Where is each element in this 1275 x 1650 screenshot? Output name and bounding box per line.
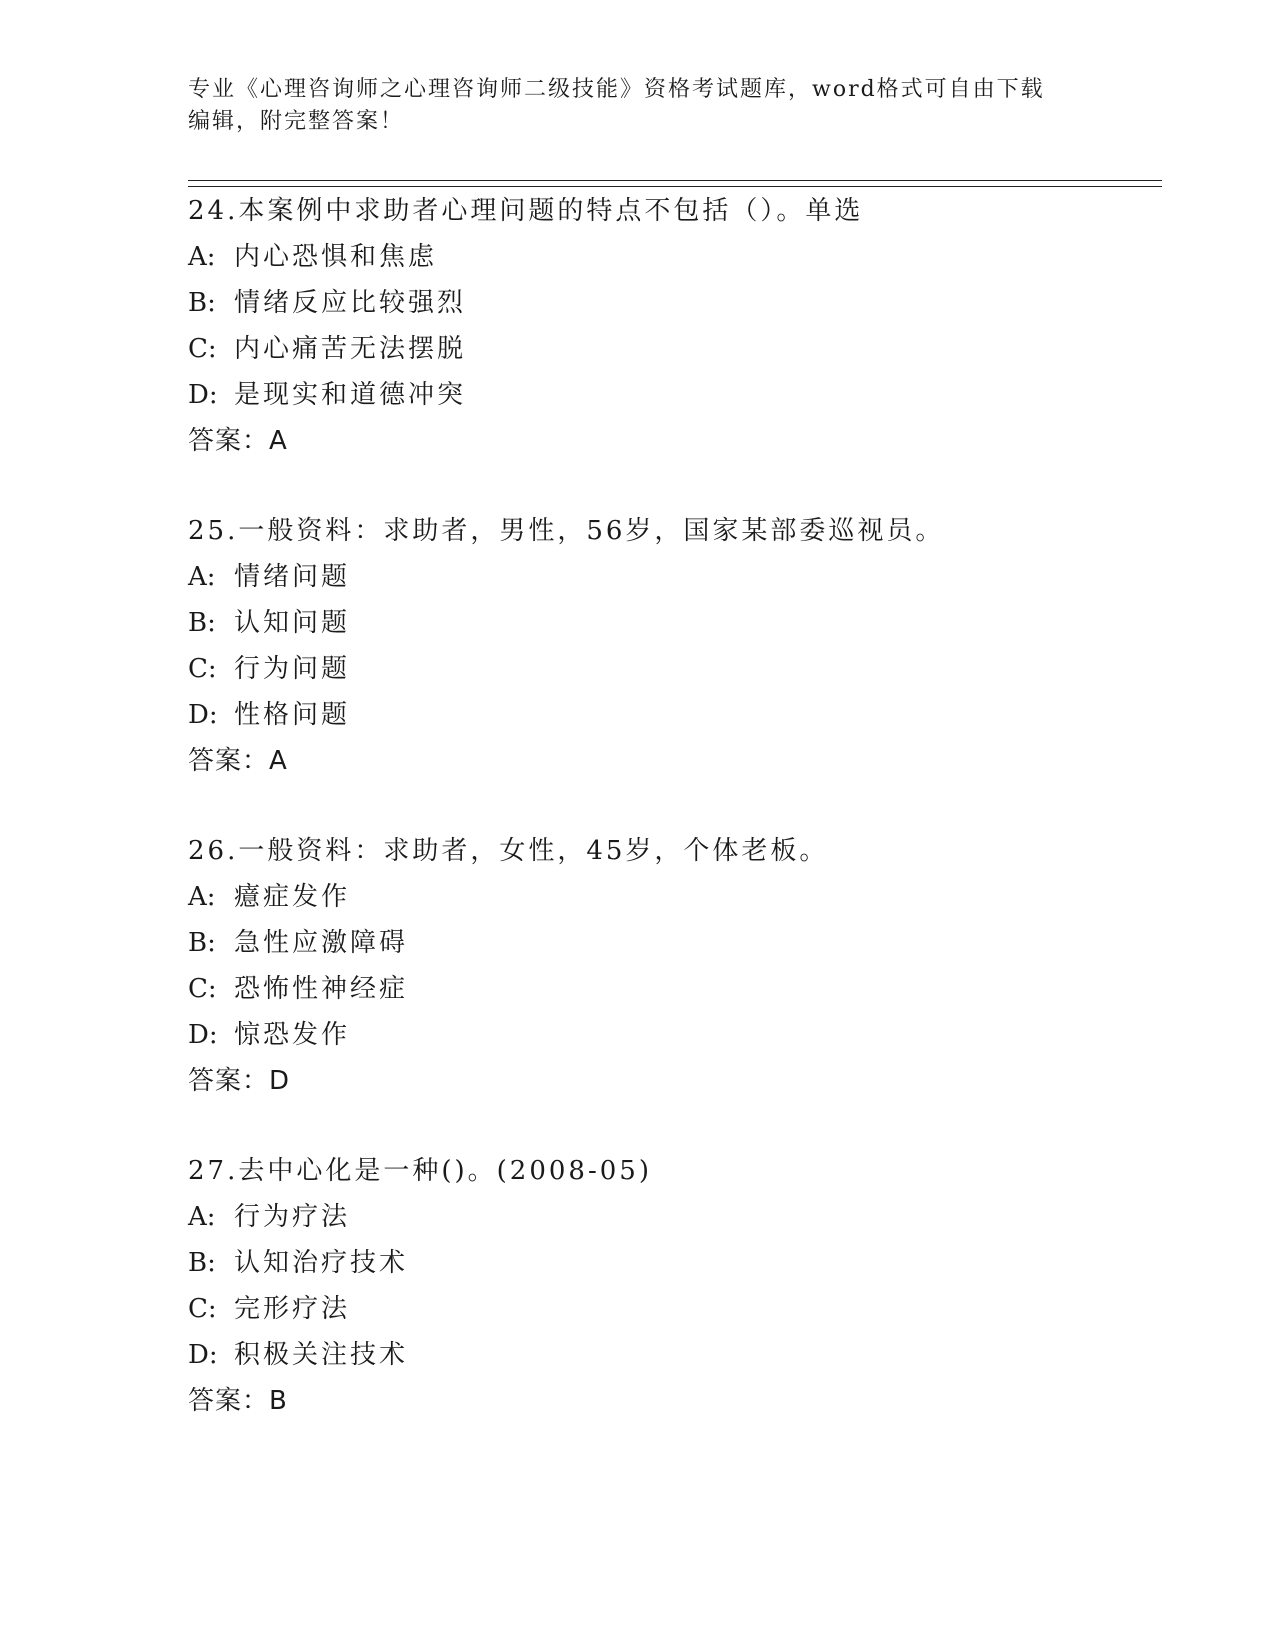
- question-26: [188, 828, 1148, 1104]
- option-letter: B:: [188, 928, 216, 958]
- option-text: 认知问题: [234, 608, 351, 638]
- document-header: [188, 74, 1088, 138]
- option-text: 惊恐发作: [234, 1020, 351, 1050]
- option-letter: A:: [188, 882, 216, 912]
- option-text: 癔症发作: [234, 882, 351, 912]
- question-list: [188, 188, 1148, 1424]
- option-letter: A:: [188, 1202, 216, 1232]
- option-d: [188, 372, 1148, 418]
- option-letter: B:: [188, 1248, 216, 1278]
- option-letter: A:: [188, 562, 216, 592]
- option-c: [188, 1286, 1148, 1332]
- option-text: 急性应激障碍: [234, 928, 409, 958]
- option-letter: D:: [188, 380, 218, 410]
- question-25: [188, 508, 1148, 784]
- option-b: [188, 920, 1148, 966]
- header-divider-bottom: [188, 186, 1162, 187]
- option-letter: C:: [188, 654, 217, 684]
- option-text: 行为疗法: [234, 1202, 351, 1232]
- option-letter: A:: [188, 242, 216, 272]
- option-text: 恐怖性神经症: [234, 974, 409, 1004]
- option-letter: C:: [188, 334, 217, 364]
- option-letter: C:: [188, 1294, 217, 1324]
- option-text: 行为问题: [234, 654, 351, 684]
- option-text: 情绪反应比较强烈: [234, 288, 467, 318]
- option-c: [188, 326, 1148, 372]
- option-letter: B:: [188, 288, 216, 318]
- option-text: 完形疗法: [234, 1294, 351, 1324]
- option-text: 内心痛苦无法摆脱: [234, 334, 467, 364]
- answer-line: 答案：A: [188, 426, 288, 456]
- question-24: [188, 188, 1148, 464]
- option-a: [188, 1194, 1148, 1240]
- option-a: [188, 234, 1148, 280]
- question-stem: 26.一般资料：求助者，女性，45岁，个体老板。: [188, 836, 829, 866]
- option-letter: D:: [188, 1340, 218, 1370]
- option-text: 积极关注技术: [234, 1340, 409, 1370]
- option-letter: D:: [188, 1020, 218, 1050]
- option-text: 情绪问题: [234, 562, 351, 592]
- question-stem: 27.去中心化是一种()。(2008-05): [188, 1156, 652, 1186]
- option-letter: C:: [188, 974, 217, 1004]
- option-b: [188, 600, 1148, 646]
- option-d: [188, 1012, 1148, 1058]
- answer-line: 答案：B: [188, 1386, 288, 1416]
- header-divider-top: [188, 180, 1162, 181]
- question-stem: 25.一般资料：求助者，男性，56岁，国家某部委巡视员。: [188, 516, 945, 546]
- header-line-1: 专业《心理咨询师之心理咨询师二级技能》资格考试题库，word格式可自由下载: [188, 77, 1045, 102]
- question-27: [188, 1148, 1148, 1424]
- option-c: [188, 966, 1148, 1012]
- option-d: [188, 692, 1148, 738]
- option-text: 是现实和道德冲突: [234, 380, 467, 410]
- option-letter: B:: [188, 608, 216, 638]
- option-a: [188, 874, 1148, 920]
- option-a: [188, 554, 1148, 600]
- answer-line: 答案：D: [188, 1066, 291, 1096]
- option-letter: D:: [188, 700, 218, 730]
- question-stem: 24.本案例中求助者心理问题的特点不包括（）。单选: [188, 196, 864, 226]
- answer-line: 答案：A: [188, 746, 288, 776]
- header-line-2: 编辑，附完整答案！: [188, 109, 405, 134]
- option-c: [188, 646, 1148, 692]
- option-text: 内心恐惧和焦虑: [234, 242, 438, 272]
- option-b: [188, 280, 1148, 326]
- option-b: [188, 1240, 1148, 1286]
- option-d: [188, 1332, 1148, 1378]
- option-text: 认知治疗技术: [234, 1248, 409, 1278]
- option-text: 性格问题: [234, 700, 351, 730]
